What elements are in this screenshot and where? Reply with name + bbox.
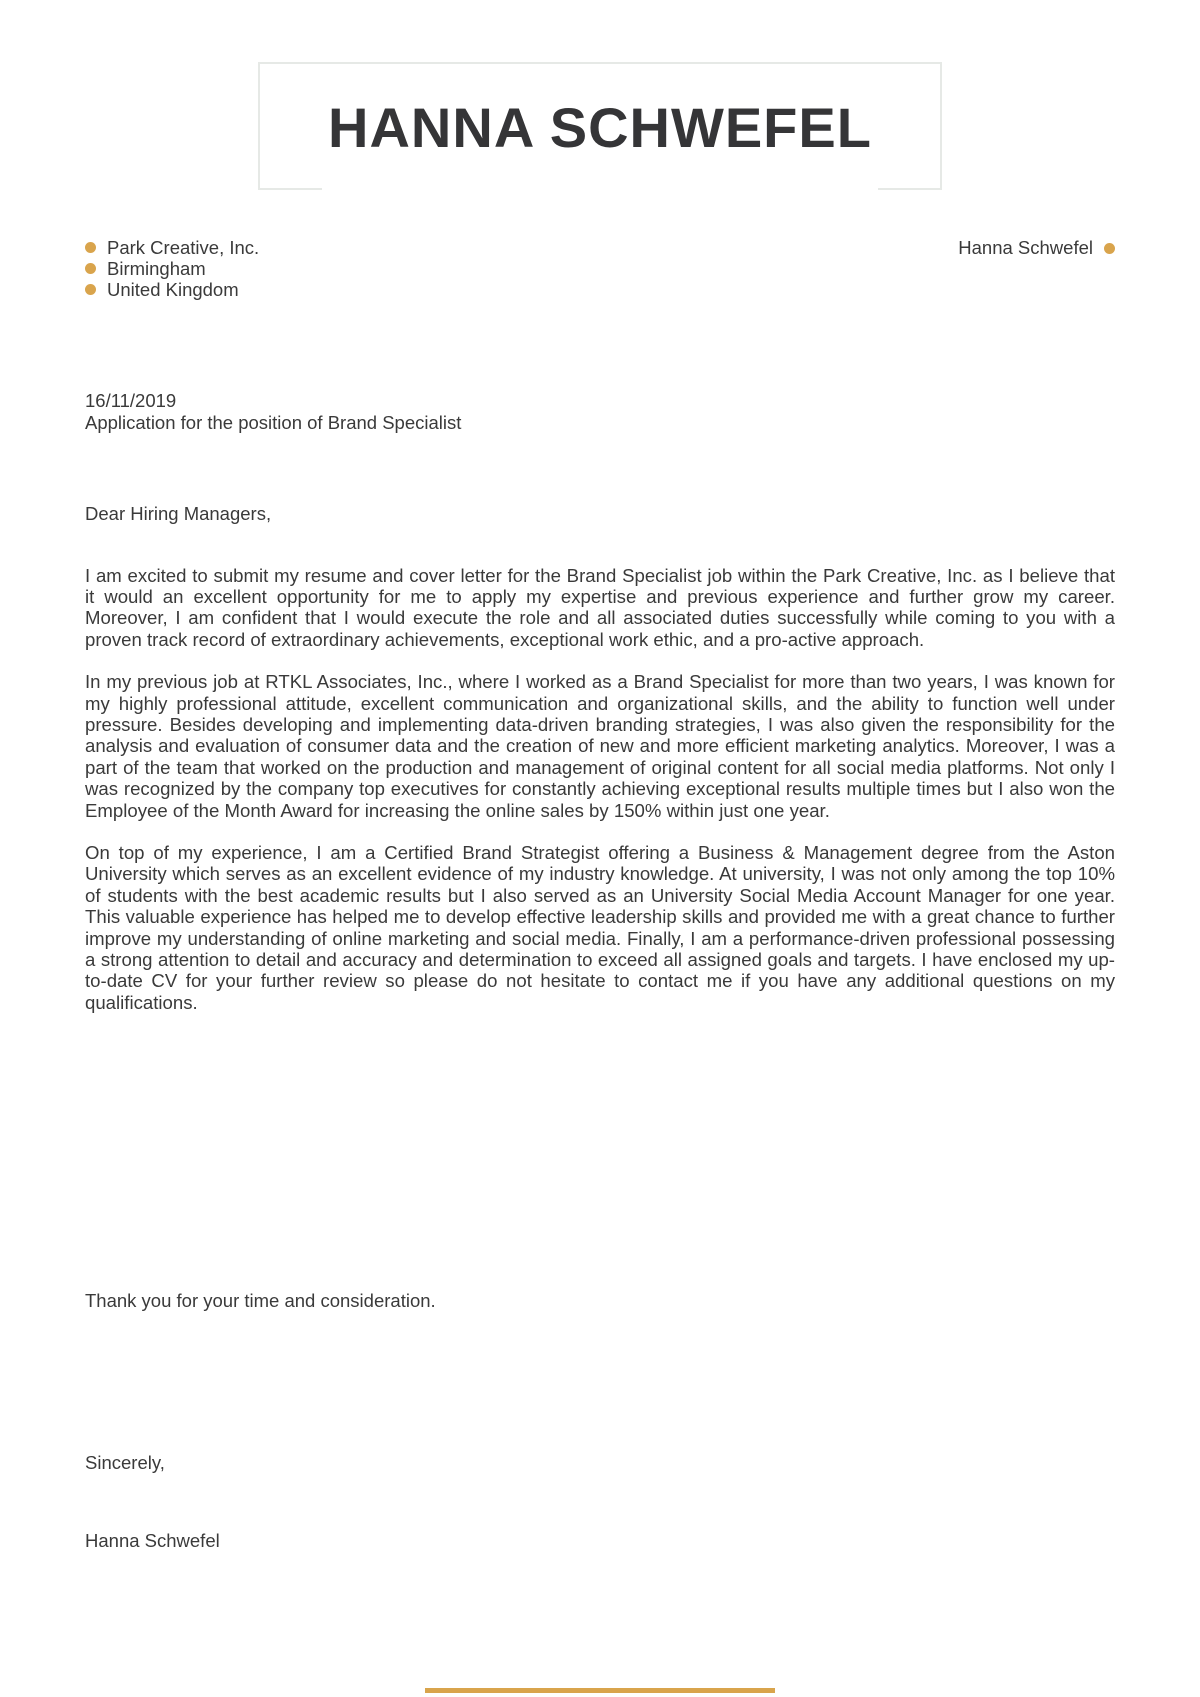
paragraph-education: On top of my experience, I am a Certified Brand Strategist offering a Business & Management degree from the Aston University which serves as an excellent evidence of my industry knowledge. At university, I was not only among the top 10% of students with the best academic results but I also served as an University Social Media Account Manager for one year. This valuable experience has helped me to develop effective leadership skills and provided me with a great chance to further improve my understanding of online marketing and social media. Finally, I am a performance-driven professional possessing a strong attention to detail and accuracy and determination to exceed all assigned goals and targets. I have enclosed my up-to-date CV for your further review so please do not hesitate to contact me if you have any additional questions on my qualifications. [85, 841, 1115, 1013]
letter-content [0, 237, 1200, 1013]
letter-date: 16/11/2019 [85, 390, 177, 411]
recipient-country-line [85, 279, 259, 300]
meta-block [85, 390, 1115, 433]
signoff: Sincerely, [85, 1452, 165, 1473]
sender-name-line [958, 237, 1115, 300]
bullet-icon [85, 263, 96, 274]
header-title-box [258, 62, 942, 190]
bullet-icon [85, 284, 96, 295]
letter-body [85, 565, 1115, 1014]
recipient-company: Park Creative, Inc. [107, 237, 260, 258]
signature-name: Hanna Schwefel [85, 1530, 220, 1551]
recipient-city: Birmingham [107, 258, 206, 279]
bullet-icon [1104, 243, 1115, 254]
salutation: Dear Hiring Managers, [85, 503, 272, 524]
recipient-country: United Kingdom [107, 279, 239, 300]
sender-name: Hanna Schwefel [958, 237, 1093, 258]
paragraph-experience: In my previous job at RTKL Associates, Inc., where I worked as a Brand Specialist for more than two years, I was known for my highly professional attitude, excellent communication and organizational skills, and the ability to function well under pressure. Besides developing and implementing data-driven branding strategies, I was also given the responsibility for the analysis and evaluation of consumer data and the creation of new and more efficient marketing analytics. Moreover, I was a part of the team that worked on the production and management of original content for all social media platforms. Not only I was recognized by the company top executives for constantly achieving exceptional results multiple times but I also won the Employee of the Month Award for increasing the online sales by 150% within just one year. [85, 671, 1115, 821]
paragraph-intro: I am excited to submit my resume and cover letter for the Brand Specialist job within the Park Creative, Inc. as I believe that it would an excellent opportunity for me to apply my expertise and previous experience and further grow my career. Moreover, I am confident that I would execute the role and all associated duties successfully while coming to you with a proven track record of extraordinary achievements, exceptional work ethic, and a pro-active approach. [85, 564, 1115, 650]
page-title: HANNA SCHWEFEL [328, 95, 872, 159]
closing-thanks: Thank you for your time and consideration. [85, 1290, 436, 1311]
contact-row [85, 237, 1115, 300]
letter-subject: Application for the position of Brand Specialist [85, 411, 462, 433]
recipient-city-line [85, 258, 259, 279]
recipient-address-block [85, 237, 259, 300]
bullet-icon [85, 242, 96, 253]
recipient-company-line [85, 237, 259, 258]
footer-accent-bar [425, 1688, 775, 1693]
